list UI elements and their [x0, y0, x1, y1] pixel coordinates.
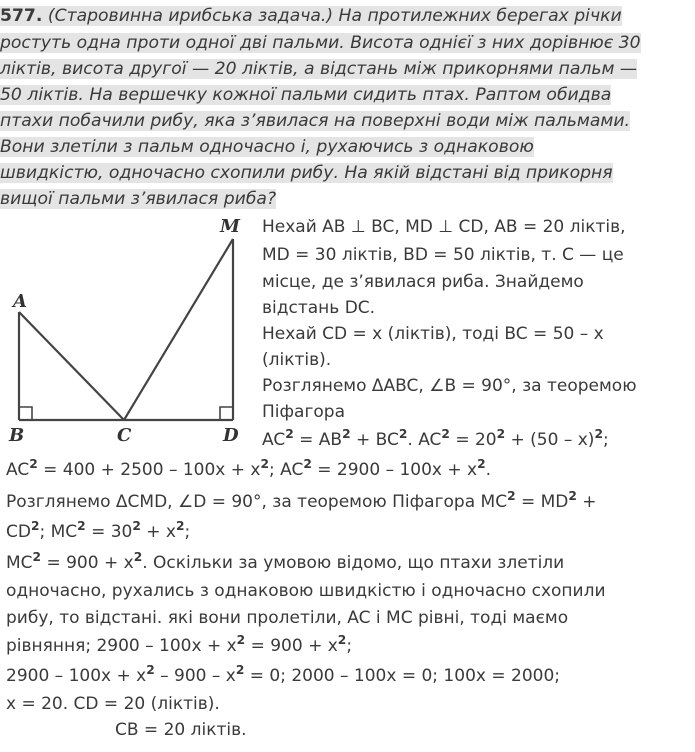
problem-line: Вони злетіли з пальм одночасно і, рухаючись з однаковою	[0, 137, 534, 157]
problem-number: 577.	[0, 6, 43, 26]
problem-line: 50 ліктів. На вершечку кожної пальми сидить птах. Раптом обидва	[0, 85, 612, 105]
solution-line: одночасно, рухались з однаковою швидкістю і одночасно схопили	[6, 581, 606, 601]
solution-line: місце, де з’явилася риба. Знайдемо	[262, 272, 584, 292]
right-angle-d	[220, 407, 233, 420]
problem-line: вищої пальми з’явилася риба?	[0, 189, 277, 209]
label-c: C	[117, 425, 132, 446]
segment-ac	[19, 312, 124, 420]
solution-line: x = 20. CD = 20 (ліктів).	[6, 694, 220, 714]
solution-line: $AC^2 = 400 + 2500 - 100x + x^2$; $AC^2 = 2900 - 100x + x^2$.	[6, 456, 492, 480]
solution-line: (ліктів).	[262, 350, 332, 370]
solution-line: $2900 - 100x + x^2 - 900 - x^2 = 0$; 2000 – 100x = 0; 100x = 2000;	[6, 662, 560, 686]
solution-line: $MC^2 = 900 + x^2$. Оскільки за умовою відомо, що птахи злетіли	[6, 549, 565, 573]
solution-line: Розглянемо ΔABC, ∠B = 90°, за теоремою	[262, 376, 637, 396]
solution-line: MD = 30 ліктів, BD = 50 ліктів, т. С — це	[262, 245, 624, 265]
solution-line: відстань DC.	[262, 298, 376, 318]
solution-line: $AC^2 = AB^2 + BC^2$. $AC^2 = 20^2 + (50 - x)^2$;	[262, 426, 609, 450]
problem-line: 577. (Старовинна ирибська задача.) На протилежних берегах річки	[0, 6, 622, 26]
solution-line: $CD^2$; $MC^2 = 30^2 + x^2$;	[6, 518, 191, 542]
solution-line: рибу, то відстані. які вони пролетіли, AC і MC рівні, тоді маємо	[6, 608, 569, 628]
problem-line: ростуть одна проти одної дві пальми. Висота однієї з них дорівнює 30	[0, 33, 641, 53]
geometry-figure	[0, 212, 250, 452]
problem-line: птахи побачили рибу, яка з’явилася на поверхні води між пальмами.	[0, 111, 631, 131]
problem-line: швидкістю, одночасно схопили рибу. На якій відстані від прикорня	[0, 163, 613, 183]
segment-cm	[124, 239, 233, 420]
label-a: A	[13, 291, 27, 312]
right-angle-b	[19, 407, 32, 420]
solution-line: Нехай AB ⊥ BC, MD ⊥ CD, AB = 20 ліктів,	[262, 217, 626, 237]
problem-line: ліктів, висота другої — 20 ліктів, а відстань між прикорнями пальм —	[0, 59, 638, 79]
solution-line: Розглянемо ΔCMD, ∠D = 90°, за теоремою Піфагора $MC^2 = MD^2$ +	[6, 488, 597, 512]
label-d: D	[223, 425, 239, 446]
solution-line: рівняння; $2900 - 100x + x^2 = 900 + x^2$;	[6, 632, 353, 656]
label-m: M	[220, 216, 240, 237]
solution-line: Піфагора	[262, 402, 345, 422]
solution-line: CB = 20 ліктів.	[115, 720, 247, 740]
label-b: B	[9, 425, 25, 446]
solution-line: Нехай CD = x (ліктів), тоді BC = 50 – x	[262, 324, 604, 344]
